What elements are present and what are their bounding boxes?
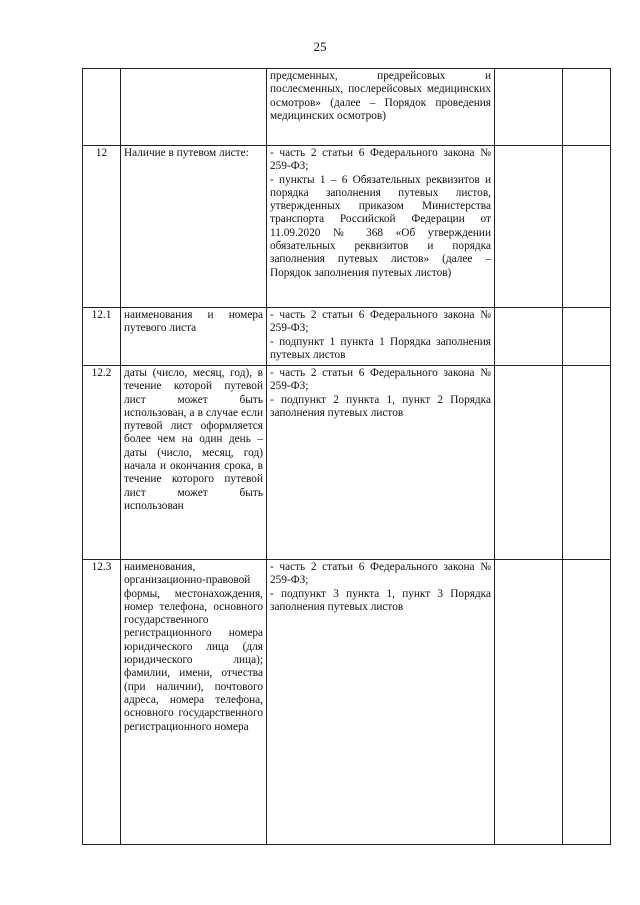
empty-cell bbox=[563, 366, 611, 560]
requirement-item: - часть 2 статьи 6 Федерального закона № 259-ФЗ; bbox=[270, 367, 491, 393]
requirements-table bbox=[82, 68, 611, 845]
empty-cell bbox=[563, 69, 611, 146]
empty-cell bbox=[563, 308, 611, 366]
requirement-item: - подпункт 3 пункта 1, пункт 3 Порядка заполнения путевых листов bbox=[270, 587, 491, 613]
row-requirements bbox=[267, 146, 495, 308]
row-name bbox=[121, 69, 267, 146]
row-number: 12.1 bbox=[83, 308, 121, 366]
page-number: 25 bbox=[313, 39, 327, 54]
empty-cell bbox=[495, 69, 563, 146]
table-row bbox=[83, 366, 611, 560]
row-requirements bbox=[267, 366, 495, 560]
empty-cell bbox=[495, 308, 563, 366]
table-row bbox=[83, 560, 611, 845]
empty-cell bbox=[563, 146, 611, 308]
requirement-item: - подпункт 2 пункта 1, пункт 2 Порядка заполнения путевых листов bbox=[270, 393, 491, 419]
requirement-item: - подпункт 1 пункта 1 Порядка заполнения путевых листов bbox=[270, 335, 491, 361]
empty-cell bbox=[495, 146, 563, 308]
empty-cell bbox=[495, 366, 563, 560]
row-name: наименования и номера путевого листа bbox=[121, 308, 267, 366]
table-row bbox=[83, 146, 611, 308]
row-name: наименования, организационно-правовой формы, местонахождения, номер телефона, основного государственного регистрационного номера юридического лица (для юридического лица); фамилии, имени, отчества (при наличии), почтового адреса, номера телефона, основного государственного регистрационного номера bbox=[121, 560, 267, 845]
empty-cell bbox=[495, 560, 563, 845]
row-number bbox=[83, 69, 121, 146]
row-requirements bbox=[267, 560, 495, 845]
requirement-item: предсменных, предрейсовых и послесменных, послерейсовых медицинских осмотров» (далее – Порядок проведения медицинских осмотров) bbox=[270, 70, 491, 122]
empty-cell bbox=[563, 560, 611, 845]
requirement-item: - часть 2 статьи 6 Федерального закона № 259-ФЗ; bbox=[270, 561, 491, 587]
requirement-item: - пункты 1 – 6 Обязательных реквизитов и порядка заполнения путевых листов, утвержденных приказом Министерства транспорта Российской Федерации от 11.09.2020 № 368 «Об утверждении обязательных реквизитов и порядка заполнения путевых листов» (далее – Порядок заполнения путевых листов) bbox=[270, 173, 491, 279]
row-number: 12.2 bbox=[83, 366, 121, 560]
row-name: Наличие в путевом листе: bbox=[121, 146, 267, 308]
row-requirements bbox=[267, 308, 495, 366]
row-name: даты (число, месяц, год), в течение которой путевой лист может быть использован, а в случае если путевой лист оформляется более чем на один день – даты (число, месяц, год) начала и окончания срока, в течение которого путевой лист может быть использован bbox=[121, 366, 267, 560]
requirement-item: - часть 2 статьи 6 Федерального закона № 259-ФЗ; bbox=[270, 309, 491, 335]
requirement-item: - часть 2 статьи 6 Федерального закона № 259-ФЗ; bbox=[270, 147, 491, 173]
table-row bbox=[83, 308, 611, 366]
row-number: 12.3 bbox=[83, 560, 121, 845]
row-number: 12 bbox=[83, 146, 121, 308]
table-row bbox=[83, 69, 611, 146]
row-requirements bbox=[267, 69, 495, 146]
